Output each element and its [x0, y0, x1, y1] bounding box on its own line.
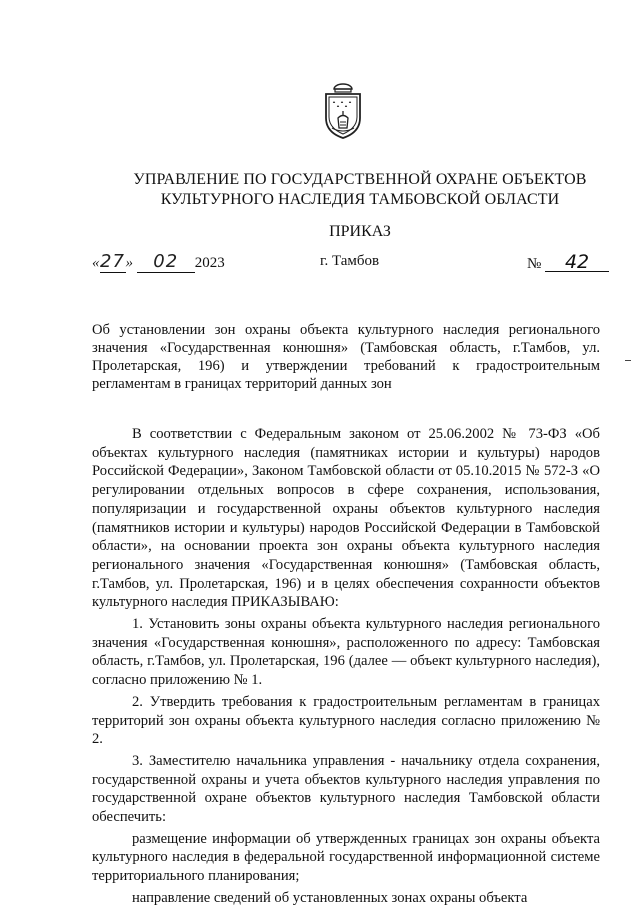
number-label: № — [527, 256, 542, 272]
order-item-3-subitem-2: направление сведений об установленных зонах охраны объекта — [132, 889, 528, 906]
date-month-field — [137, 253, 195, 273]
document-subject: Об установлении зон охраны объекта культурного наследия регионального значения «Государственная конюшня» (Тамбовская область, г.Тамбов, ул. Пролетарская, 196) и утверждении требований к градостроительным регламентам в границах территорий данных зон — [92, 322, 600, 392]
number-handwritten: 42 — [545, 253, 609, 272]
order-item-2: 2. Утвердить требования к градостроительным регламентам в границах территорий зон охраны объекта культурного наследия согласно приложению № 2. — [92, 693, 600, 748]
issuing-authority — [70, 170, 640, 210]
margin-mark — [625, 360, 631, 365]
document-city: г. Тамбов — [320, 253, 380, 269]
date-quote-open: « — [92, 255, 100, 271]
document-type-title: ПРИКАЗ — [329, 223, 391, 240]
authority-line-2: КУЛЬТУРНОГО НАСЛЕДИЯ ТАМБОВСКОЙ ОБЛАСТИ — [160, 191, 560, 208]
authority-line-1: УПРАВЛЕНИЕ ПО ГОСУДАРСТВЕННОЙ ОХРАНЕ ОБЪЕКТОВ — [133, 171, 587, 188]
date-month-handwritten: 02 — [153, 251, 179, 272]
tambov-coat-of-arms-icon — [320, 82, 366, 140]
body-intro-paragraph: В соответствии с Федеральным законом от 25.06.2002 № 73-ФЗ «Об объектах культурного наследия (памятниках истории и культуры) народов Российской Федерации», Законом Тамбовской области от 05.10.2015 № 572-З «О регулировании отдельных вопросов в сфере сохранения, использования, популяризации и государственной охраны объектов культурного наследия (памятников истории и культуры) народов Российской Федерации в Тамбовской области», на основании проекта зон охраны объекта культурного наследия регионального значения «Государственная конюшня» (Тамбовская область, г.Тамбов, ул. Пролетарская, 196) и в целях обеспечения сохранности объектов культурного наследия ПРИКАЗЫВАЮ: — [92, 426, 600, 611]
order-item-1: 1. Установить зоны охраны объекта культурного наследия регионального значения «Государственная конюшня», расположенного по адресу: Тамбовская область, г.Тамбов, ул. Пролетарская, 196 (далее — объект культурного наследия), согласно приложению № 1. — [92, 616, 600, 689]
order-item-3: 3. Заместителю начальника управления - начальнику отдела сохранения, государственной охраны и учета объектов культурного наследия управления по государственной охране объектов культурного наследия Тамбовской области обеспечить: — [92, 752, 600, 826]
date-day-field — [100, 253, 126, 273]
date-quote-close: » — [125, 255, 133, 271]
document-number — [527, 253, 609, 273]
date-year: 2023 — [194, 255, 225, 271]
document-body — [92, 425, 600, 911]
document-date — [92, 253, 252, 273]
order-item-3-subitem-1: размещение информации об утвержденных границах зон охраны объекта культурного наследия в федеральной государственной информационной системе территориального планирования; — [92, 830, 600, 885]
date-day-handwritten: 27 — [100, 251, 125, 272]
